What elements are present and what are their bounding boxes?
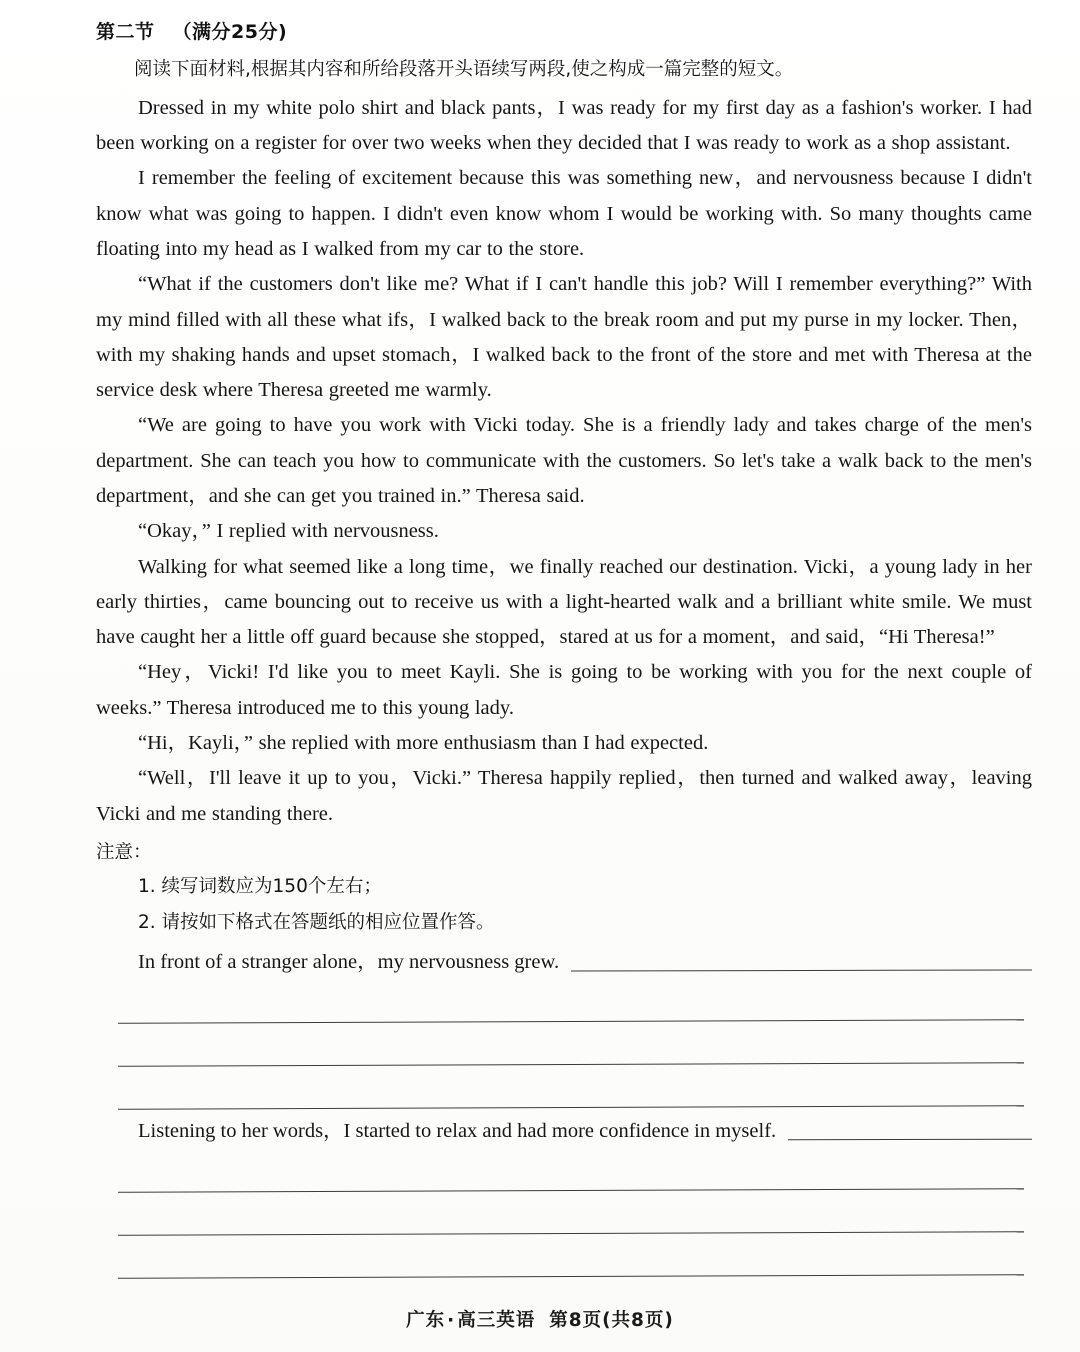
writing-rules-group-two[interactable] [96, 1154, 1032, 1283]
footer-separator: · [447, 1310, 456, 1331]
answer-writing-area [96, 945, 1032, 1283]
passage-paragraph-9: “Well，I'll leave it up to you，Vicki.” Theresa happily replied，then turned and walked away，leaving Vicki and me standing there. [96, 767, 1032, 825]
passage-paragraph-2: I remember the feeling of excitement because this was something new，and nervousness because I didn't know what was going to happen. I didn't even know whom I would be working with. So many thoughts came floating into my head as I walked from my car to the store. [96, 167, 1032, 260]
notice-item-1: 1. 续写词数应为150个左右； [138, 876, 382, 898]
writing-rule-line[interactable] [96, 1071, 1032, 1114]
writing-rules-group-one[interactable] [96, 985, 1032, 1114]
page-footer [0, 1306, 1080, 1332]
continuation-prompt-two [96, 1114, 1032, 1148]
prompt-one-text: In front of a stranger alone，my nervousness grew. [138, 951, 560, 974]
passage-paragraph-4: “We are going to have you work with Vicki today. She is a friendly lady and takes charge of the men's department. She can teach you how to communicate with the customers. So let's take a walk back to the men's department，and she can get you trained in.” Theresa said. [96, 414, 1032, 507]
continuation-prompt-one [96, 945, 1032, 979]
footer-region: 广东 [406, 1310, 446, 1331]
notice-item-2: 2. 请按如下格式在答题纸的相应位置作答。 [138, 912, 495, 934]
writing-rule-line[interactable] [96, 1028, 1032, 1071]
notice-title: 注意： [96, 841, 152, 863]
writing-rule-line[interactable] [96, 1240, 1032, 1283]
writing-rule-line[interactable] [96, 1154, 1032, 1197]
prompt-two-writing-rule[interactable] [788, 1139, 1032, 1141]
chinese-instruction: 阅读下面材料,根据其内容和所给段落开头语续写两段,使之构成一篇完整的短文。 [134, 58, 794, 80]
passage-paragraph-3: “What if the customers don't like me? What if I can't handle this job? Will I remember everything?” With my mind filled with all these what ifs，I walked back to the break room and put my purse in my locker. Then，with my shaking hands and upset stomach，I walked back to the front of the store and met with Theresa at the service desk where Theresa greeted me warmly. [96, 273, 1032, 402]
passage-paragraph-7: “Hey，Vicki! I'd like you to meet Kayli. She is going to be working with you for the next couple of weeks.” Theresa introduced me to this young lady. [96, 661, 1032, 719]
passage-paragraph-8: “Hi，Kayli，” she replied with more enthusiasm than I had expected. [138, 732, 709, 755]
footer-subject: 高三英语 [457, 1310, 536, 1331]
section-score: （满分25分) [172, 21, 288, 43]
passage-paragraph-1: Dressed in my white polo shirt and black pants，I was ready for my first day as a fashion's worker. I had been working on a register for over two weeks when they decided that I was ready to work as a shop assistant. [96, 96, 1032, 155]
writing-rule-line[interactable] [96, 1197, 1032, 1240]
passage-paragraph-5: “Okay，” I replied with nervousness. [138, 520, 439, 543]
prompt-one-writing-rule[interactable] [571, 970, 1032, 972]
section-heading [96, 18, 1032, 47]
passage-paragraph-6: Walking for what seemed like a long time，we finally reached our destination. Vicki，a young lady in her early thirties，came bouncing out to receive us with a light-hearted walk and a brilliant white smile. We must have caught her a little off guard because she stopped，stared at us for a moment，and said，“Hi Theresa!” [96, 555, 1032, 649]
section-label: 第二节 [96, 21, 155, 43]
footer-page-number: 第8页(共8页) [549, 1310, 674, 1331]
document-content [96, 18, 1032, 1283]
prompt-two-text: Listening to her words，I started to relax and had more confidence in myself. [138, 1120, 777, 1143]
writing-rule-line[interactable] [96, 985, 1032, 1028]
